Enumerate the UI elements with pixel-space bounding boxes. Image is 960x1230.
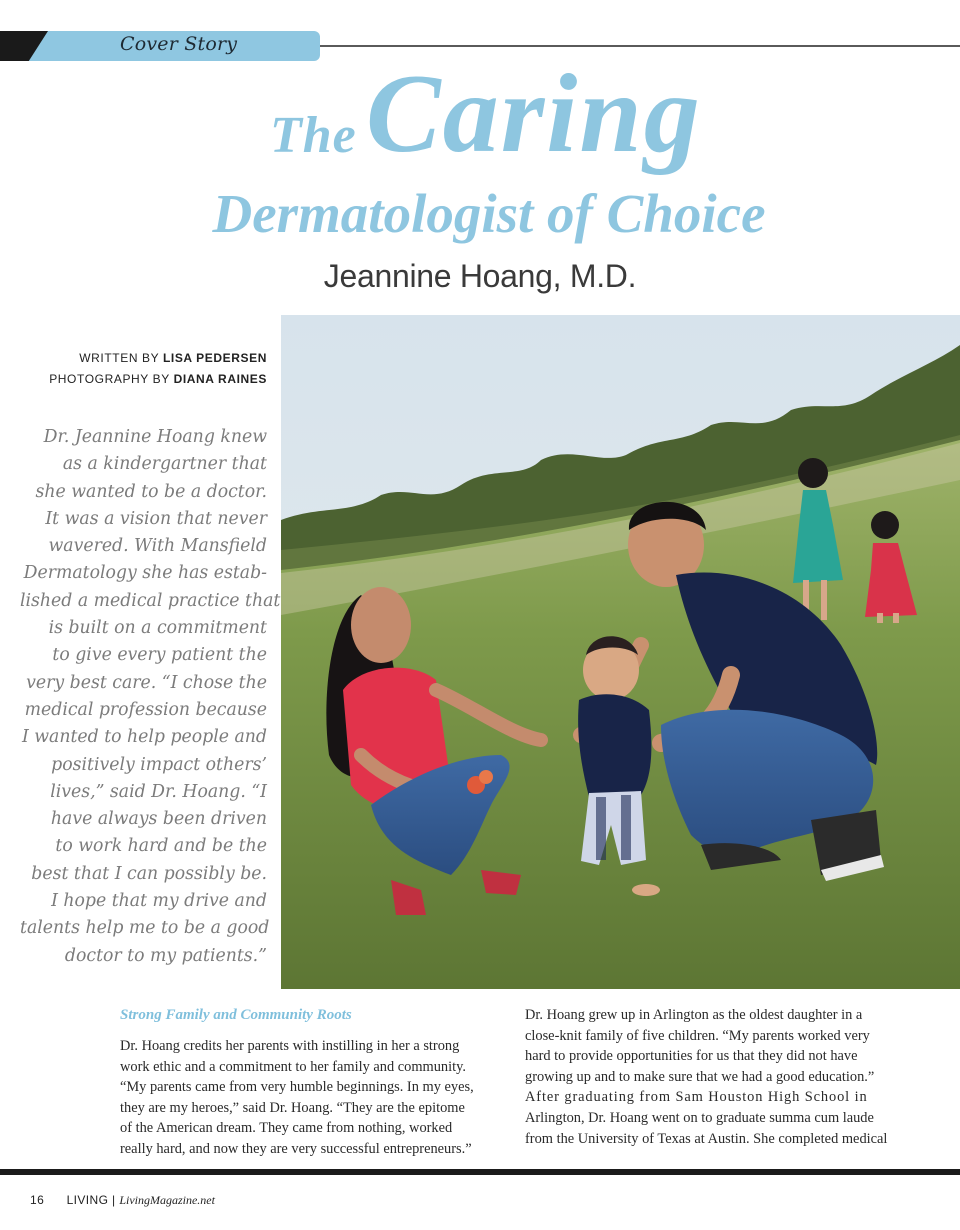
page-number: 16 (30, 1193, 45, 1207)
pull-quote (20, 424, 281, 970)
pull-quote-line: is built on a commitment (48, 618, 267, 639)
pull-quote-line: Dermatology she has estab- (23, 563, 267, 584)
pull-quote-line: very best care. “I chose the (26, 672, 267, 693)
header-rule (320, 45, 960, 47)
pull-quote-line: It was a vision that never (45, 508, 267, 529)
pull-quote-line: talents help me to be a good (20, 918, 270, 939)
pull-quote-line: Dr. Jeannine Hoang knew (43, 427, 267, 447)
article-line: really hard, and now they are very successful entrepreneurs.” (120, 1140, 472, 1157)
pull-quote-line: to work hard and be the (55, 836, 267, 857)
pull-quote-line: she wanted to be a doctor. (35, 481, 267, 502)
article-line: from the University of Texas at Austin. She completed medical (525, 1130, 888, 1147)
pull-quote-line: I hope that my drive and (51, 891, 267, 912)
title-main: Caring (366, 52, 702, 176)
pull-quote-line: best that I can possibly be. (31, 863, 267, 884)
pull-quote-line: have always been driven (50, 809, 267, 830)
magazine-website: LivingMagazine.net (119, 1193, 215, 1207)
pull-quote-line: lives,” said Dr. Hoang. “I (50, 781, 267, 802)
photographer-credit (0, 372, 267, 386)
photography-by-label: PHOTOGRAPHY BY (49, 372, 170, 386)
pull-quote-line: lished a medical practice that (20, 590, 281, 611)
article-subhead: Strong Family and Community Roots (120, 1007, 352, 1023)
pull-quote-line: positively impact others’ (51, 754, 267, 775)
family-photo-illustration (281, 315, 960, 989)
pull-quote-line: to give every patient the (52, 645, 267, 666)
article-line: Dr. Hoang credits her parents with instilling in her a strong (120, 1038, 460, 1054)
article-line: work ethic and a commitment to her family and community. (120, 1058, 466, 1075)
doctor-name: Jeannine Hoang, M.D. (323, 258, 637, 294)
article-line: they are my heroes,” said Dr. Hoang. “They are the epitome (120, 1099, 465, 1116)
footer-rule (0, 1169, 960, 1175)
page-footer (30, 1193, 215, 1208)
pull-quote-line: I wanted to help people and (21, 727, 267, 748)
magazine-name: LIVING (66, 1193, 109, 1207)
article-column-left (120, 1036, 496, 1160)
title-subtitle (0, 182, 960, 245)
article-line: close-knit family of five children. “My parents worked very (525, 1027, 870, 1044)
writer-credit (0, 351, 267, 365)
article-line: Arlington, Dr. Hoang went on to graduate summa cum laude (525, 1109, 874, 1126)
article-line: hard to provide opportunities for us that they did not have (525, 1048, 858, 1065)
writer-name: LISA PEDERSEN (162, 351, 267, 365)
article-line: After graduating from Sam Houston High School in (525, 1089, 868, 1106)
pull-quote-line: wavered. With Mansfield (48, 536, 267, 557)
article-line: of the American dream. They came from nothing, worked (120, 1120, 453, 1137)
article-line: Dr. Hoang grew up in Arlington as the oldest daughter in a (525, 1007, 863, 1023)
article-line: growing up and to make sure that we had a good education.” (525, 1068, 875, 1085)
written-by-label: WRITTEN BY (79, 351, 160, 365)
pull-quote-line: as a kindergartner that (62, 454, 267, 475)
family-photo (281, 315, 960, 989)
footer-separator: | (112, 1193, 116, 1207)
article-line: “My parents came from very humble beginnings. In my eyes, (120, 1079, 474, 1096)
article-column-right (525, 1005, 903, 1149)
pull-quote-line: medical profession because (24, 699, 267, 720)
section-label: Cover Story (120, 33, 238, 55)
title-subtitle-text: Dermatologist of Choice (212, 183, 766, 244)
photographer-name: DIANA RAINES (173, 372, 267, 386)
pull-quote-line: doctor to my patients.” (64, 945, 267, 966)
title-the: The (270, 107, 357, 164)
